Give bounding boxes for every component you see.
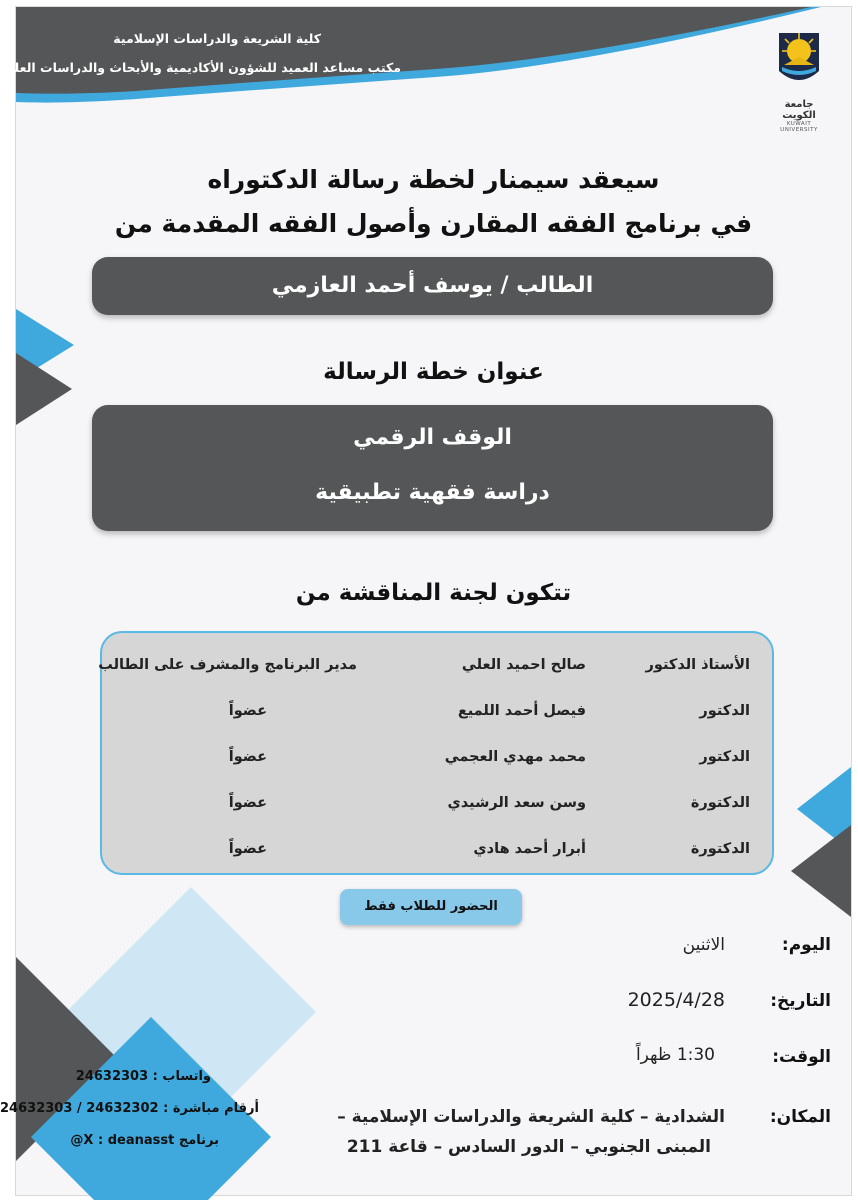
contact-whatsapp: واتساب : 24632303	[75, 1069, 211, 1084]
member-name: صالح احميد العلي	[461, 657, 586, 673]
time-value: 1:30 ظهراً	[635, 1045, 715, 1065]
member-name: وسن سعد الرشيدي	[447, 795, 586, 811]
committee-member-row	[102, 841, 772, 871]
date-value: 2025/4/28	[627, 989, 725, 1011]
student-box	[92, 257, 773, 315]
member-role: مدير البرنامج والمشرف على الطالب	[98, 657, 357, 673]
university-seal-icon	[776, 27, 822, 93]
member-title: الأستاذ الدكتور	[645, 657, 750, 673]
member-role: عضواً	[228, 795, 267, 811]
committee-heading: تتكون لجنة المناقشة من	[295, 580, 572, 606]
member-name: فيصل أحمد اللميع	[457, 703, 586, 719]
office-name: مكتب مساعد العميد للشؤون الأكاديمية والأبحاث والدراسات العليا	[4, 60, 401, 75]
member-name: محمد مهدي العجمي	[444, 749, 586, 765]
thesis-title: الوقف الرقمي	[353, 425, 512, 450]
logo-arabic-name: جامعة الكويت	[782, 99, 816, 121]
date-label: التاريخ:	[770, 991, 831, 1011]
day-label: اليوم:	[781, 935, 831, 955]
committee-member-row	[102, 749, 772, 779]
logo-english-name: KUWAIT UNIVERSITY	[780, 121, 818, 133]
member-role: عضواً	[228, 749, 267, 765]
time-label: الوقت:	[772, 1047, 831, 1067]
bottom-left-decor	[16, 887, 316, 1195]
committee-box	[100, 631, 774, 875]
college-name: كلية الشريعة والدراسات الإسلامية	[113, 31, 321, 46]
student-name: الطالب / يوسف أحمد العازمي	[271, 273, 594, 298]
member-title: الدكتور	[699, 703, 750, 719]
member-title: الدكتورة	[690, 841, 750, 857]
committee-member-row	[102, 703, 772, 733]
announcement-line-2: في برنامج الفقه المقارن وأصول الفقه المقدمة من	[114, 209, 753, 238]
attendance-badge: الحضور للطلاب فقط	[340, 889, 522, 925]
place-label: المكان:	[769, 1107, 831, 1127]
committee-member-row	[98, 657, 772, 687]
announcement-line-1: سيعقد سيمنار لخطة رسالة الدكتوراه	[207, 165, 660, 194]
contact-x-handle: برنامج X : deanasst@	[70, 1133, 219, 1148]
member-title: الدكتورة	[690, 795, 750, 811]
thesis-box	[92, 405, 773, 531]
poster	[0, 6, 852, 1196]
contact-direct-numbers: أرقام مباشرة : 24632302 / 24632303	[0, 1101, 259, 1116]
place-line-2: المبنى الجنوبي – الدور السادس – قاعة 211	[346, 1137, 711, 1157]
committee-member-row	[102, 795, 772, 825]
right-decor-diamonds	[791, 767, 851, 927]
member-role: عضواً	[228, 841, 267, 857]
place-line-1: الشدادية – كلية الشريعة والدراسات الإسلامية –	[337, 1107, 725, 1127]
member-name: أبرار أحمد هادي	[473, 841, 586, 857]
thesis-subtitle: دراسة فقهية تطبيقية	[315, 480, 550, 505]
day-value: الاثنين	[682, 935, 725, 955]
thesis-heading: عنوان خطة الرسالة	[323, 359, 544, 385]
member-role: عضواً	[228, 703, 267, 719]
member-title: الدكتور	[699, 749, 750, 765]
university-logo	[768, 27, 830, 133]
